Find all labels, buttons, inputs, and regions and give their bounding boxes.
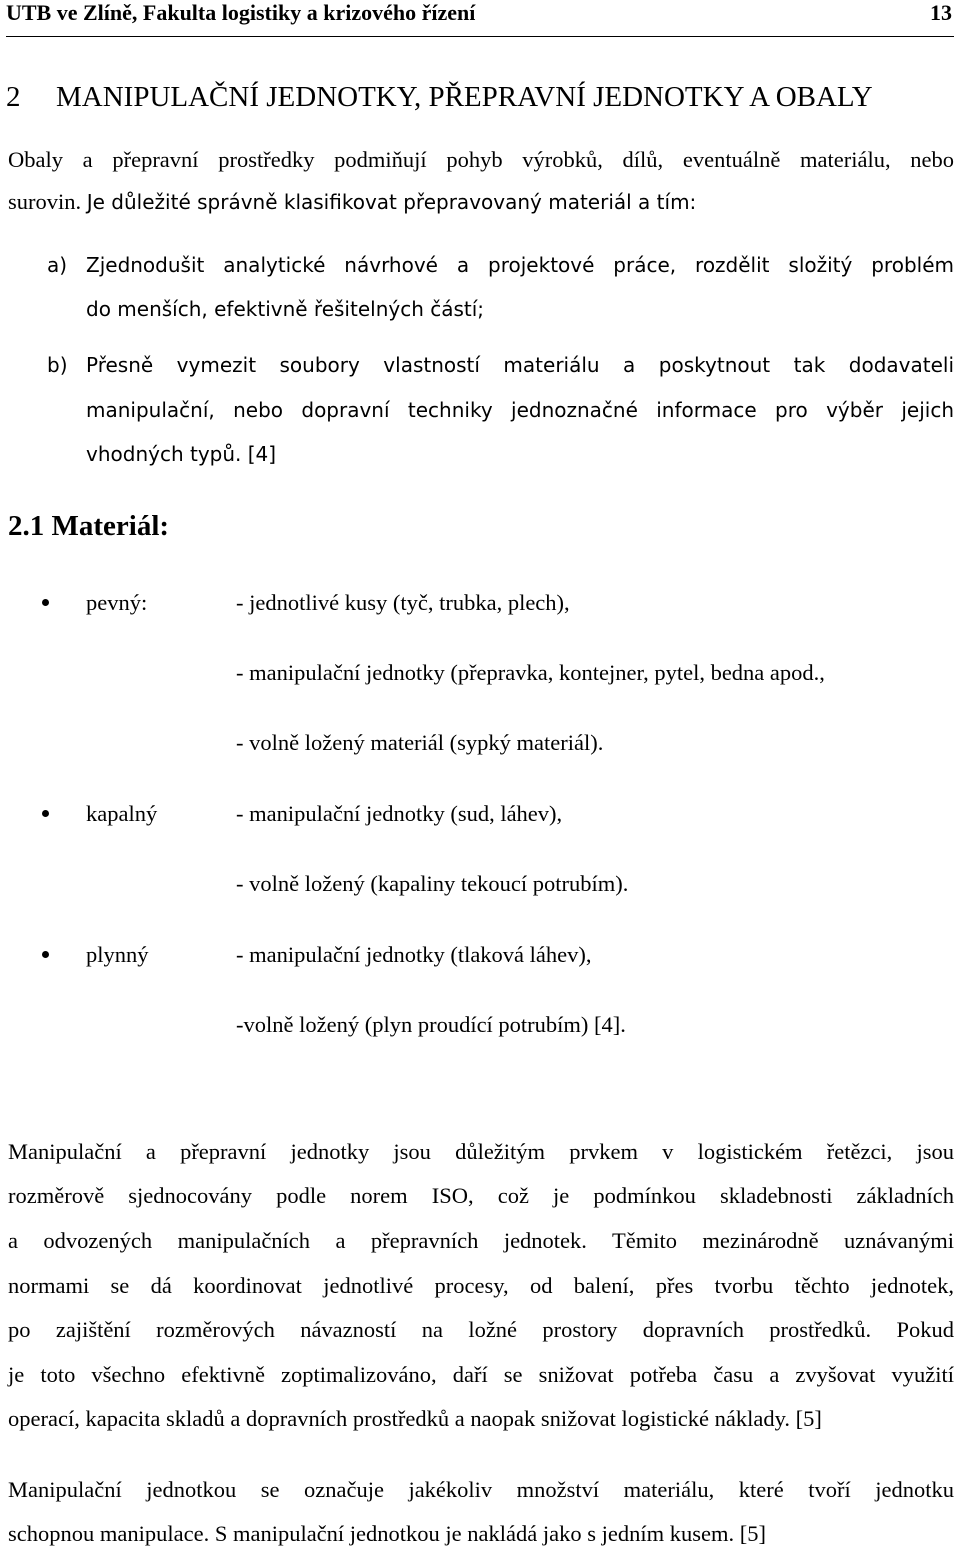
- list-b-line-2: manipulační, nebo dopravní techniky jednoznačné informace pro výběr jejich: [86, 398, 954, 422]
- paragraph-1-line-6: je toto všechno efektivně zoptimalizováno, daří se snižovat potřeba času a zvyšovat využití: [8, 1362, 954, 1387]
- material-solid-item-1: - jednotlivé kusy (tyč, trubka, plech),: [236, 590, 570, 615]
- paragraph-1-line-2: rozměrově sjednocovány podle norem ISO, což je podmínkou skladebnosti základních: [8, 1183, 954, 1208]
- paragraph-1-line-7: operací, kapacita skladů a dopravních prostředků a naopak snižovat logistické náklady. [5]: [8, 1406, 822, 1431]
- material-solid-item-3: - volně ložený materiál (sypký materiál).: [236, 730, 604, 755]
- material-gas-item-1: - manipulační jednotky (tlaková láhev),: [236, 942, 592, 967]
- paragraph-1-line-3: a odvozených manipulačních a přepravních jednotek. Těmito mezinárodně uznávanými: [8, 1228, 954, 1253]
- material-liquid-item-1: - manipulační jednotky (sud, láhev),: [236, 801, 563, 826]
- material-gas-item-2: -volně ložený (plyn proudící potrubím) [4].: [236, 1012, 626, 1037]
- intro-line-2: [8, 188, 696, 216]
- paragraph-1-line-5: po zajištění rozměrových návazností na ložné prostory dopravních prostředků. Pokud: [8, 1317, 954, 1342]
- list-a-line-2: do menších, efektivně řešitelných částí;: [86, 297, 485, 321]
- intro-line-1: Obaly a přepravní prostředky podmiňují pohyb výrobků, dílů, eventuálně materiálu, nebo: [8, 147, 954, 172]
- paragraph-1-line-1: Manipulační a přepravní jednotky jsou důležitým prvkem v logistickém řetězci, jsou: [8, 1139, 954, 1164]
- material-label-solid: pevný:: [86, 590, 148, 615]
- paragraph-2-line-2: schopnou manipulace. S manipulační jednotkou je nakládá jako s jedním kusem. [5]: [8, 1521, 766, 1546]
- list-b-line-3: vhodných typů. [4]: [86, 442, 277, 466]
- material-label-gas: plynný: [86, 942, 149, 967]
- bullet-icon: [42, 810, 49, 817]
- chapter-title: MANIPULAČNÍ JEDNOTKY, PŘEPRAVNÍ JEDNOTKY A OBALY: [56, 81, 873, 113]
- intro-line-2-serif: surovin.: [8, 189, 82, 214]
- bullet-icon: [42, 951, 49, 958]
- list-marker-b: b): [47, 353, 68, 377]
- chapter-number: 2: [6, 81, 21, 113]
- material-label-liquid: kapalný: [86, 801, 158, 826]
- list-marker-a: a): [47, 253, 68, 277]
- list-b-line-1: Přesně vymezit soubory vlastností materiálu a poskytnout tak dodavateli: [86, 353, 954, 377]
- list-a-line-1: Zjednodušit analytické návrhové a projektové práce, rozdělit složitý problém: [86, 253, 954, 277]
- paragraph-1-line-4: normami se dá koordinovat jednotlivé procesy, od balení, přes tvorbu těchto jednotek,: [8, 1273, 954, 1298]
- intro-line-2-sans: Je důležité správně klasifikovat přepravovaný materiál a tím:: [86, 190, 697, 214]
- paragraph-2-line-1: Manipulační jednotkou se označuje jakékoliv množství materiálu, které tvoří jednotku: [8, 1477, 954, 1502]
- chapter-heading: [6, 79, 873, 115]
- material-solid-item-2: - manipulační jednotky (přepravka, kontejner, pytel, bedna apod.,: [236, 660, 825, 685]
- running-header-title: UTB ve Zlíně, Fakulta logistiky a krizového řízení: [6, 0, 476, 25]
- material-liquid-item-2: - volně ložený (kapaliny tekoucí potrubím).: [236, 871, 629, 896]
- page-number: 13: [930, 0, 952, 25]
- header-rule: [6, 36, 954, 37]
- section-heading: 2.1 Materiál:: [8, 510, 170, 542]
- bullet-icon: [42, 599, 49, 606]
